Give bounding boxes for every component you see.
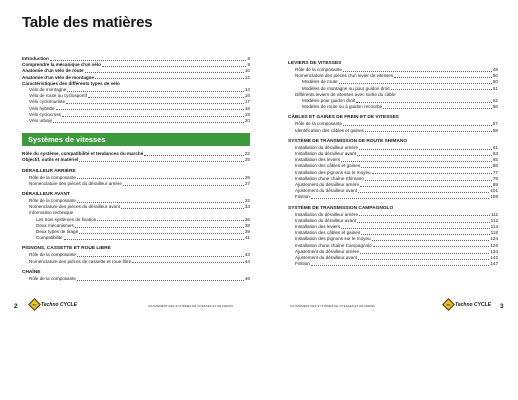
toc-entry-page: 16 [244,93,250,99]
toc-entry-page: 27 [244,180,250,186]
toc-entry [22,181,250,187]
dot-leader [359,149,492,150]
dot-leader [358,259,489,260]
toc-section-heading: SYSTÈME DE TRANSMISSION CAMPAGNOLO [288,205,394,211]
toc-entry-label: Installation d'une chaîne Campagnolo [295,242,372,248]
toc-entry-label: Vélo urbain [29,118,53,124]
toc-section-heading: DÉRAILLEUR AVANT [22,192,70,198]
dot-leader [67,91,244,92]
toc-entry [288,261,498,267]
toc-entry [288,194,498,200]
toc-entry [288,128,498,134]
dot-leader [373,246,490,247]
toc-entry-label: Installation des leviers [295,157,341,163]
toc-entry-label: Ajustement du dérailleur avant [295,188,358,194]
toc-entry-label: Deux mécanismes [36,222,74,228]
toc-entry-page: 51 [492,85,498,91]
toc-entry-page: 124 [490,236,498,242]
toc-entry-label: Installation du dérailleur arrière [295,211,359,217]
dot-leader [356,102,492,103]
toc-entry-page: 61 [492,144,498,150]
dot-leader [77,202,244,203]
toc-entry-page: 111 [491,211,498,217]
toc-section-heading: DÉRAILLEUR ARRIÈRE [22,168,76,174]
toc-entry-label: Rôle de la composante [295,67,342,72]
toc-entry-label: Nomenclature des pièces d'un levier de vitesses [295,73,394,79]
toc-entry-page: 46 [244,275,250,281]
dot-leader [361,167,492,168]
toc-entry-page: 20 [244,118,250,124]
page-title: Table des matières [22,14,153,31]
toc-entry-label: Finition [295,194,310,200]
toc-entry-label: Comprendre la mécanique d'un vélo [22,62,101,68]
toc-entry-label: Installation des pignons sur le moyeu [295,169,371,175]
toc-entry-label: Ajustement du dérailleur arrière [295,248,360,254]
toc-entry-page: 22 [244,151,250,157]
toc-entry-label: Rôle de la composante [29,198,76,204]
page-number-left: 2 [14,303,18,310]
toc-entry-page: 32 [244,198,250,204]
toc-entry-page: 112 [490,217,498,223]
toc-entry-page: 14 [244,87,250,93]
toc-entry-label: Introduction [22,56,49,61]
dot-leader [311,198,490,199]
toc-entry-page: 142 [490,255,498,261]
toc-entry-label: Modèles de route [302,79,338,85]
dot-leader [343,71,492,72]
toc-entry-label: Vélo cyclocross [29,111,61,117]
toc-entry-label: Caractéristiques des différents types de vélo [22,80,120,86]
toc-entry-page: 43 [244,252,250,258]
toc-entry [22,118,250,124]
toc-entry-label: Installation du dérailleur arrière [295,144,359,150]
dot-leader [343,125,492,126]
toc-entry-label: Rôle du système, compatibilité et tendances du marché [22,151,144,157]
toc-entry-label: Vélo hybride [29,105,55,111]
toc-entry [22,157,250,163]
toc-entry-label: Modèles pour guidon droit [302,98,356,104]
brand-badge-icon: TC [28,298,41,311]
toc-entry-label: Rôle de la composante [295,121,342,127]
toc-entry-label: Ajustement du dérailleur arrière [295,182,360,188]
toc-entry-page: 41 [244,235,250,241]
toc-entry-page: 50 [492,79,498,85]
dot-leader [359,215,490,216]
dot-leader [372,240,490,241]
toc-section-heading: SYSTÈME DE TRANSMISSION DE ROUTE SHIMANO [288,138,408,144]
toc-entry-label: Nomenclature des pièces du dérailleur arrière [29,180,122,186]
dot-leader [62,116,244,117]
toc-entry-page: 101 [490,188,498,194]
toc-entry-page: 57 [492,121,498,127]
dot-leader [144,155,244,156]
dot-leader [53,122,244,123]
toc-entry-label: Différents leviers de vitesses avec sortie du câble [295,91,396,97]
toc-entry-label: Modèles de montagne ou pour guidon droit [302,85,390,91]
dot-leader [50,60,247,61]
toc-entry-page: 65 [492,157,498,163]
dot-leader [77,178,244,179]
toc-entry-label: Installation du dérailleur avant [295,151,357,157]
dot-leader [361,234,490,235]
toc-entry-label: Deux types de tirage [36,229,79,235]
toc-entry-label: Vélo de route ou cyclosportif [29,93,87,99]
toc-entry-page: 36 [244,216,250,222]
brand-name: Techno CYCLE [455,301,491,308]
dot-leader [365,180,492,181]
toc-entry-page: 17 [244,99,250,105]
dot-leader [372,173,492,174]
toc-entry-page: 44 [244,258,250,264]
dot-leader [357,222,490,223]
toc-entry-page: 58 [492,127,498,133]
toc-entry-page: 126 [490,242,498,248]
dot-leader [95,78,244,79]
toc-entry-label: Nomenclature des pièces de cassette et roue libre [29,258,132,264]
brand-badge-icon: TC [442,298,455,311]
toc-entry-label: Installation des câbles et gaines [295,230,361,236]
footer-text-left: AJUSTEMENT DES SYSTÈMES DE VITESSES ET DE FREINS [148,304,234,308]
toc-entry-label: Compatibilité [36,235,63,241]
toc-entry-label: Installation des pignons sur le moyeu [295,236,371,242]
toc-section-heading: LEVIERS DE VITESSES [288,61,342,66]
toc-entry-label: Information technique [29,210,74,216]
section-banner: Systèmes de vitesses [22,133,250,146]
dot-leader [357,155,492,156]
toc-right-column [288,56,498,267]
dot-leader [394,77,492,78]
dot-leader [102,66,246,67]
toc-entry [288,104,498,110]
dot-leader [341,161,492,162]
toc-entry-page: 50 [492,73,498,79]
dot-leader [77,280,244,281]
dot-leader [66,103,244,104]
toc-entry-page: 147 [490,261,498,267]
toc-entry-page: 66 [492,163,498,169]
brand-logo-right [444,300,491,309]
dot-leader [339,83,492,84]
toc-entry-page: 79 [492,175,498,181]
toc-entry-label: Rôle de la composante [29,252,76,258]
toc-entry-page: 12 [244,74,250,80]
toc-entry-page: 10 [244,68,250,74]
toc-entry-page: 89 [492,182,498,188]
toc-entry-label: Installation des leviers [295,224,341,230]
dot-leader [358,192,489,193]
toc-entry-page: 114 [490,224,498,230]
footer-text-right: AJUSTEMENT DES SYSTÈMES DE VITESSES ET DE FREINS [290,304,376,308]
toc-entry-label: Anatomie d'un vélo de montagne [22,74,95,80]
toc-entry-label: Modèles de route ou à guidon recourbé [302,104,383,110]
dot-leader [123,185,244,186]
toc-entry-label: Les trois systèmes de fixation [36,216,97,222]
dot-leader [75,227,244,228]
toc-entry-label: Rôle de la composante [29,174,76,180]
toc-entry-label: Rôle de la composante [29,275,76,281]
brand-logo-left [30,300,77,309]
dot-leader [97,220,244,221]
dot-leader [391,89,492,90]
toc-entry-label: Ajustement du dérailleur avant [295,255,358,261]
dot-leader [79,233,244,234]
toc-entry-page: 39 [244,229,250,235]
toc-entry-label: Vélo de montagne [29,87,67,93]
dot-leader [56,109,244,110]
toc-entry-page: 77 [492,169,498,175]
dot-leader [85,72,244,73]
dot-leader [360,186,492,187]
toc-entry-page: 52 [492,98,498,104]
dot-leader [132,262,244,263]
toc-entry-label: Identification des câbles et gaines [295,127,364,133]
dot-leader [77,256,244,257]
toc-entry [22,235,250,241]
page-number-right: 3 [500,303,504,310]
dot-leader [383,108,492,109]
toc-entry-label: Anatomie d'un vélo de route [22,68,84,74]
toc-entry-label: Nomenclature des pièces du dérailleur avant [29,204,120,210]
toc-entry-label: Installation du dérailleur avant [295,217,357,223]
dot-leader [365,131,492,132]
toc-entry-page: 49 [492,67,498,72]
toc-section-heading: CHAÎNE [22,269,41,275]
toc-entry-page: 19 [244,111,250,117]
toc-section-heading: CÂBLES ET GAINES DE FREIN ET DE VITESSES [288,115,399,121]
toc-entry-page: 108 [490,194,498,200]
toc-entry-label: Installation des câbles et gaines [295,163,361,169]
dot-leader [311,265,490,266]
toc-section-heading: PIGNONS, CASSETTE ET ROUE LIBRE [22,246,111,252]
toc-entry-page: 38 [244,222,250,228]
toc-entry-page: 8 [247,62,250,68]
dot-leader [79,161,244,162]
toc-entry-page: 134 [490,248,498,254]
toc-entry [22,276,250,282]
toc-entry-page: 25 [244,157,250,163]
dot-leader [341,228,489,229]
dot-leader [360,253,489,254]
toc-entry-page: 26 [244,174,250,180]
toc-entry-page: 6 [247,56,250,61]
dot-leader [88,97,244,98]
toc-entry-label: Vélo cyclotouriste [29,99,66,105]
toc-entry-label: Finition [295,261,310,267]
toc-entry-page: 18 [244,105,250,111]
toc-entry-label: Installation d'une chaîne Shimano [295,175,364,181]
toc-entry-label: Objectif, outils et matériel [22,157,79,163]
toc-entry-page: 33 [244,204,250,210]
dot-leader [121,208,244,209]
toc-entry [22,259,250,265]
toc-entry-page: 56 [492,104,498,110]
toc-left-column [22,56,250,282]
dot-leader [64,239,244,240]
brand-name: Techno CYCLE [41,301,77,308]
toc-entry-page: 115 [490,230,498,236]
toc-entry-page: 63 [492,151,498,157]
